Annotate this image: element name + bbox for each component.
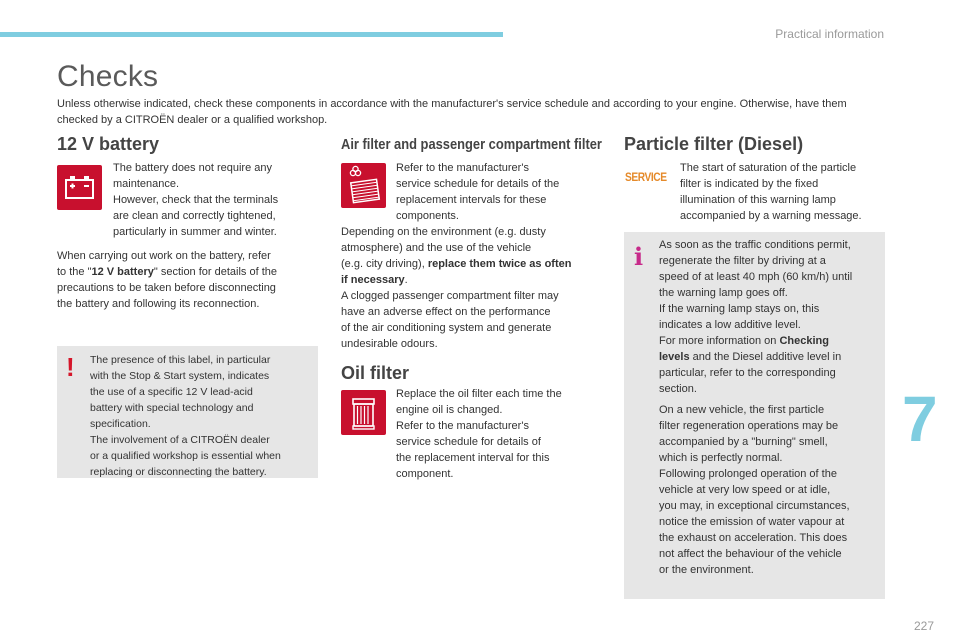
info-line: If the warning lamp stays on, this — [659, 303, 820, 315]
air-filter-heading: Air filter and passenger compartment filter — [341, 136, 602, 153]
section-name: Practical information — [775, 27, 884, 41]
particle-filter-line: accompanied by a warning message. — [680, 210, 862, 222]
page-title: Checks — [57, 60, 159, 93]
warning-exclamation-icon: ! — [66, 352, 75, 382]
info-line: notice the emission of water vapour at — [659, 516, 845, 528]
info-line: the warning lamp goes off. — [659, 287, 788, 299]
info-line: the exhaust on acceleration. This does — [659, 532, 848, 544]
header-accent-bar — [0, 32, 503, 37]
air-filter-line: replacement intervals for these — [396, 194, 547, 206]
battery-heading: 12 V battery — [57, 134, 160, 154]
particle-filter-heading: Particle filter (Diesel) — [624, 134, 804, 154]
battery-line-1: The battery does not require any — [113, 162, 272, 174]
info-line: As soon as the traffic conditions permit, — [659, 239, 851, 251]
air-filter-body-5: A clogged passenger compartment filter may — [341, 290, 559, 302]
battery-warning-line: replacing or disconnecting the battery. — [90, 466, 267, 478]
particle-filter-line: filter is indicated by the fixed — [680, 178, 819, 190]
battery-body-3: precautions to be taken before disconnecting — [57, 282, 276, 294]
info-line: levels and the Diesel additive level in — [659, 351, 842, 363]
info-line: regenerate the filter by driving at a — [659, 255, 826, 267]
battery-warning-line: or a qualified workshop is essential when — [90, 450, 281, 462]
oil-filter-line: service schedule for details of — [396, 436, 541, 448]
info-line: not affect the behaviour of the vehicle — [659, 548, 842, 560]
battery-warning-line: The involvement of a CITROËN dealer — [90, 434, 270, 446]
air-filter-line: components. — [396, 210, 459, 222]
battery-line-4: are clean and correctly tightened, — [113, 210, 276, 222]
battery-line-3: However, check that the terminals — [113, 194, 279, 206]
battery-body-1: When carrying out work on the battery, refer — [57, 250, 271, 262]
particle-filter-line: illumination of this warning lamp — [680, 194, 836, 206]
oil-filter-line: component. — [396, 468, 454, 480]
info-line: On a new vehicle, the first particle — [659, 404, 825, 416]
air-filter-body-1: Depending on the environment (e.g. dusty — [341, 226, 546, 238]
oil-filter-line: the replacement interval for this — [396, 452, 550, 464]
air-filter-line: service schedule for details of the — [396, 178, 560, 190]
info-line: For more information on Checking — [659, 335, 829, 347]
oil-filter-line: engine oil is changed. — [396, 404, 503, 416]
battery-warning-line: The presence of this label, in particular — [90, 354, 271, 366]
info-line: speed of at least 40 mph (60 km/h) until — [659, 271, 853, 283]
info-line: indicates a low additive level. — [659, 319, 801, 331]
battery-line-2: maintenance. — [113, 178, 180, 190]
battery-warning-line: specification. — [90, 418, 151, 430]
air-filter-icon — [341, 163, 386, 208]
battery-warning-line: battery with special technology and — [90, 402, 254, 414]
info-line: section. — [659, 383, 697, 395]
air-filter-body-3: (e.g. city driving), replace them twice as often — [341, 258, 572, 270]
particle-filter-line: The start of saturation of the particle — [680, 162, 857, 174]
info-icon: i — [634, 242, 644, 271]
air-filter-body-4: if necessary. — [341, 274, 408, 286]
info-line: particular, refer to the corresponding — [659, 367, 836, 379]
info-line: filter regeneration operations may be — [659, 420, 839, 432]
oil-filter-heading: Oil filter — [341, 363, 410, 383]
info-line: vehicle at very low speed or at idle, — [659, 484, 831, 496]
page-number: 227 — [914, 619, 935, 633]
air-filter-body-8: undesirable odours. — [341, 338, 438, 350]
intro-text: Unless otherwise indicated, check these components in accordance with the manufacturer's service schedule and according to your engine. Otherwise, have them checked by a CITROËN dealer or a qualified workshop. — [57, 98, 847, 126]
oil-filter-icon — [341, 390, 386, 435]
info-line: Following prolonged operation of the — [659, 468, 837, 480]
battery-section-link: 12 V battery — [91, 266, 154, 278]
info-line: which is perfectly normal. — [659, 452, 783, 464]
air-filter-line: Refer to the manufacturer's — [396, 162, 529, 174]
service-warning-lamp-icon: SERVICE — [625, 170, 667, 184]
oil-filter-line: Replace the oil filter each time the — [396, 388, 562, 400]
info-line: accompanied by a "burning" smell, — [659, 436, 828, 448]
battery-warning-line: with the Stop & Start system, indicates — [90, 370, 270, 382]
battery-line-5: particularly in summer and winter. — [113, 226, 277, 238]
info-line: you may, in exceptional circumstances, — [659, 500, 850, 512]
air-filter-body-2: atmosphere) and the use of the vehicle — [341, 242, 532, 254]
battery-warning-line: the use of a specific 12 V lead-acid — [90, 386, 253, 398]
air-filter-body-6: have an adverse effect on the performance — [341, 306, 551, 318]
battery-icon — [57, 165, 102, 210]
info-line: or the environment. — [659, 564, 754, 576]
chapter-number: 7 — [902, 383, 938, 455]
battery-body-2: to the "12 V battery" section for details of the — [57, 266, 277, 278]
battery-body-4: the battery and following its reconnection. — [57, 298, 260, 310]
oil-filter-line: Refer to the manufacturer's — [396, 420, 529, 432]
air-filter-body-7: of the air conditioning system and generate — [341, 322, 552, 334]
